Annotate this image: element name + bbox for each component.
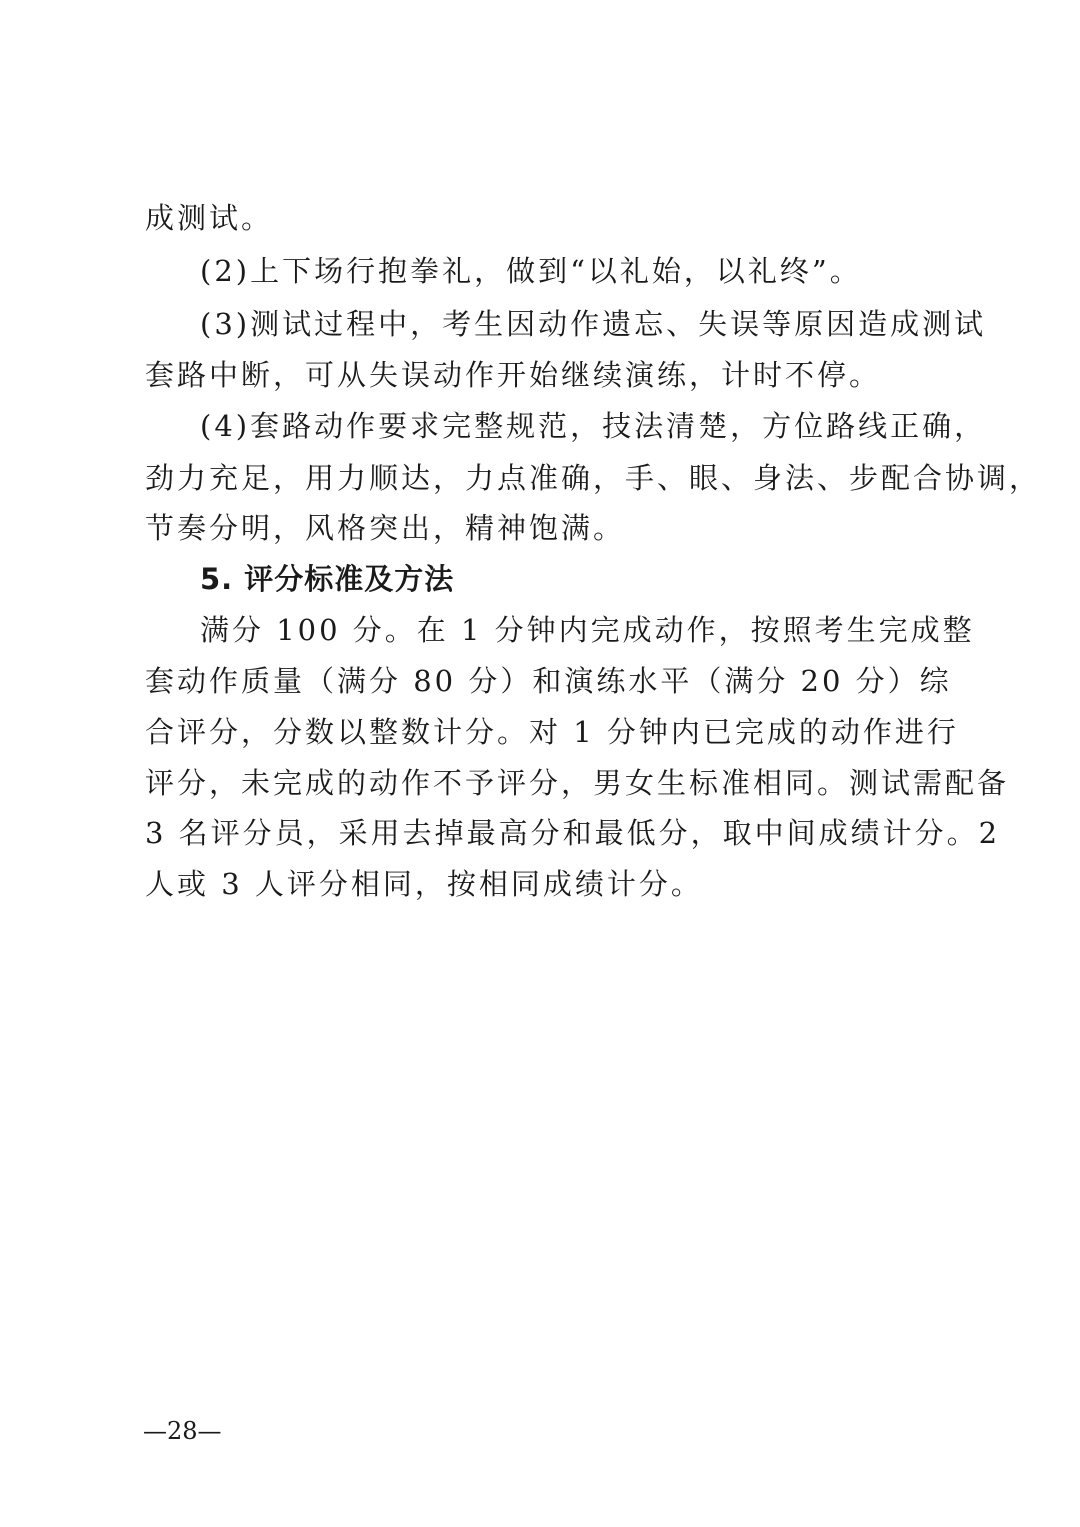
- page-number: —28—: [143, 1417, 222, 1445]
- paragraph-line: (4)套路动作要求完整规范，技法清楚，方位路线正确，: [200, 409, 987, 443]
- paragraph-line: 套动作质量（满分 80 分）和演练水平（满分 20 分）综: [145, 664, 952, 698]
- paragraph-line: 3 名评分员，采用去掉最高分和最低分，取中间成绩计分。2: [145, 816, 1001, 850]
- paragraph-line: 满分 100 分。在 1 分钟内完成动作，按照考生完成整: [200, 613, 975, 647]
- paragraph-line: (3)测试过程中，考生因动作遗忘、失误等原因造成测试: [200, 307, 987, 341]
- paragraph-line: 成测试。: [145, 201, 274, 235]
- paragraph-line: 劲力充足，用力顺达，力点准确，手、眼、身法、步配合协调，: [145, 461, 1042, 495]
- paragraph-line: (2)上下场行抱拳礼，做到“以礼始，以礼终”。: [200, 254, 862, 288]
- paragraph-line: 节奏分明，风格突出，精神饱满。: [145, 511, 626, 545]
- paragraph-line: 套路中断，可从失误动作开始继续演练，计时不停。: [145, 358, 882, 392]
- paragraph-line: 人或 3 人评分相同，按相同成绩计分。: [145, 867, 703, 901]
- paragraph-line: 评分，未完成的动作不予评分，男女生标准相同。测试需配备: [145, 766, 1010, 800]
- paragraph-line: 合评分，分数以整数计分。对 1 分钟内已完成的动作进行: [145, 715, 959, 749]
- section-heading: 5. 评分标准及方法: [200, 562, 455, 596]
